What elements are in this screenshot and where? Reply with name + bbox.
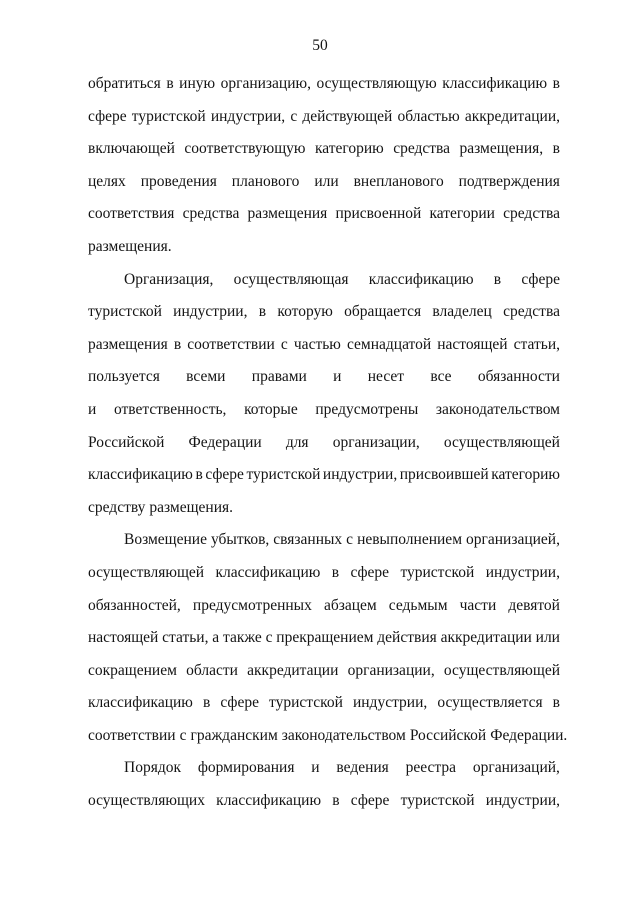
word: в [331, 563, 340, 581]
word: Федерации. [490, 726, 568, 744]
word: в [552, 140, 560, 158]
word: владелец [432, 303, 492, 321]
word: в [173, 335, 182, 353]
word: размещения [247, 205, 328, 223]
word: размещения, [459, 140, 544, 158]
word: сфере [350, 792, 390, 810]
word: осуществляющая [233, 270, 349, 288]
word: ответственность, [113, 400, 227, 418]
word: седьмым [388, 596, 448, 614]
text-line [88, 174, 560, 207]
word: категорию [314, 140, 384, 158]
word: туристской [131, 107, 206, 125]
word: осуществляющей [443, 433, 560, 451]
word: осуществляющих [88, 792, 205, 810]
word: формирования [197, 759, 295, 777]
page-number: 50 [312, 37, 328, 54]
word: частью [293, 335, 341, 353]
word: и [311, 759, 320, 777]
word: прекращением [276, 629, 374, 647]
word: Российской [88, 433, 165, 451]
word: Организация, [124, 270, 214, 288]
word: настоящей [437, 335, 508, 353]
word: с [280, 335, 288, 353]
text-line [88, 467, 560, 500]
word: туристской [88, 303, 162, 321]
paragraph [88, 760, 560, 825]
word: включающей [88, 140, 175, 158]
word: ведения [336, 759, 389, 777]
text-line [88, 726, 568, 761]
word: классификацию [368, 270, 474, 288]
word: которую [277, 303, 333, 321]
word: обратиться [88, 75, 161, 92]
word: средства [503, 205, 560, 223]
word: осуществляющей [88, 563, 205, 581]
word: невыполнением [357, 531, 462, 549]
text-line [88, 206, 560, 239]
word: и [88, 400, 97, 418]
word: всеми [186, 368, 226, 386]
word: обязанностей, [88, 596, 181, 614]
word: размещения. [88, 237, 172, 255]
text-line [88, 532, 560, 565]
word: соответствии [88, 726, 176, 744]
paragraph [88, 76, 560, 272]
word: Российской [409, 726, 487, 744]
word: в [202, 694, 211, 712]
word: планового [231, 172, 300, 190]
word: с [265, 629, 273, 647]
word: туристской [400, 792, 475, 810]
word: правами [251, 368, 307, 386]
paragraph [88, 272, 560, 533]
word: сфере [88, 107, 127, 125]
text-line [88, 760, 560, 793]
word: соответствия [88, 205, 175, 223]
text-line [88, 695, 560, 728]
word: соответствии [187, 335, 275, 353]
word: проведения [140, 172, 217, 190]
word: внепланового [353, 172, 444, 190]
word: в [493, 270, 502, 288]
word: законодательством [435, 400, 560, 418]
word: индустрии, [485, 563, 560, 581]
text-line [88, 500, 560, 533]
text-line [88, 663, 560, 696]
text-line [88, 369, 560, 402]
word: обязанности [477, 368, 560, 386]
word: классификацию [88, 466, 193, 484]
word: средства [182, 205, 240, 223]
word: сфере [220, 694, 259, 712]
word: туристской [400, 563, 475, 581]
word: которые [244, 400, 298, 418]
word: девятой [508, 596, 560, 614]
word: аккредитации [440, 629, 532, 647]
word: а [212, 629, 220, 647]
word: также [223, 629, 262, 647]
text-line [88, 337, 560, 370]
word: сфере [521, 270, 560, 288]
word: сокращением [88, 661, 177, 679]
word: средства [503, 303, 560, 321]
text-line [88, 239, 560, 272]
word: классификацию [216, 792, 322, 810]
word: организации, [332, 433, 420, 451]
word: в [552, 75, 560, 92]
text-line [88, 109, 560, 142]
word: организации, [347, 661, 435, 679]
word: категорию [491, 466, 560, 484]
word: аккредитации, [464, 107, 560, 125]
word: классификацию [215, 563, 321, 581]
word: статьи, [513, 335, 560, 353]
text-line [88, 304, 560, 337]
text-line [88, 793, 560, 826]
word: абзацем [323, 596, 377, 614]
word: осуществляется [437, 694, 543, 712]
word: и [333, 368, 342, 386]
word: соответствующую [184, 140, 306, 158]
word: Порядок [124, 759, 181, 777]
word: средства [393, 140, 451, 158]
word: Федерации [188, 433, 262, 451]
text-line [88, 76, 560, 109]
word: Возмещение [124, 531, 207, 549]
word: в [552, 694, 560, 712]
word: сфере [205, 466, 244, 484]
word: или [535, 629, 560, 647]
word: законодательством [281, 726, 406, 744]
word: размещения. [149, 498, 234, 516]
word: классификацию [88, 694, 193, 712]
word: предусмотрены [315, 400, 419, 418]
word: присвоенной [335, 205, 422, 223]
word: действующей [302, 107, 393, 125]
word: несет [367, 368, 405, 386]
word: индустрии, [173, 303, 248, 321]
word: или [314, 172, 339, 190]
text-line [88, 402, 560, 435]
word: в [258, 303, 267, 321]
word: с [290, 107, 298, 125]
word: аккредитации [247, 661, 339, 679]
word: присвоившей [399, 466, 489, 484]
word: осуществляющей [443, 661, 560, 679]
word: пользуется [88, 368, 160, 386]
word: иную [179, 75, 216, 92]
word: в [195, 466, 203, 484]
word: средству [88, 498, 146, 516]
word: все [430, 368, 452, 386]
paragraph [88, 531, 568, 760]
text-line [88, 630, 560, 663]
text-line [88, 565, 560, 598]
word: настоящей [88, 629, 159, 647]
word: статьи, [162, 629, 209, 647]
word: обращается [344, 303, 422, 321]
word: с [346, 531, 354, 549]
word: реестра [405, 759, 457, 777]
word: организацию, [220, 75, 311, 92]
word: классификацию [442, 75, 548, 92]
word: с [179, 726, 187, 744]
word: туристской [246, 466, 321, 484]
body-text [88, 75, 568, 826]
word: индустрии, [210, 107, 286, 125]
word: целях [88, 172, 126, 190]
word: в [166, 75, 174, 92]
word: подтверждения [458, 172, 560, 190]
word: убытков, [210, 531, 270, 549]
word: размещения [88, 335, 168, 353]
word: в [332, 792, 340, 810]
word: сфере [350, 563, 390, 581]
word: для [285, 433, 309, 451]
word: индустрии, [322, 466, 398, 484]
word: организацией, [466, 531, 560, 549]
text-line [88, 141, 560, 174]
word: предусмотренных [192, 596, 312, 614]
word: гражданским [190, 726, 278, 744]
text-line [88, 272, 560, 305]
word: части [459, 596, 497, 614]
word: областью [397, 107, 460, 125]
word: категории [429, 205, 495, 223]
word: осуществляющую [316, 75, 437, 92]
word: индустрии, [485, 792, 560, 810]
word: действия [377, 629, 437, 647]
word: туристской [269, 694, 343, 712]
text-line [88, 435, 560, 468]
word: организаций, [472, 759, 560, 777]
word: области [186, 661, 238, 679]
text-line [88, 598, 560, 631]
word: связанных [273, 531, 343, 549]
word: индустрии, [352, 694, 428, 712]
word: семнадцатой [346, 335, 432, 353]
